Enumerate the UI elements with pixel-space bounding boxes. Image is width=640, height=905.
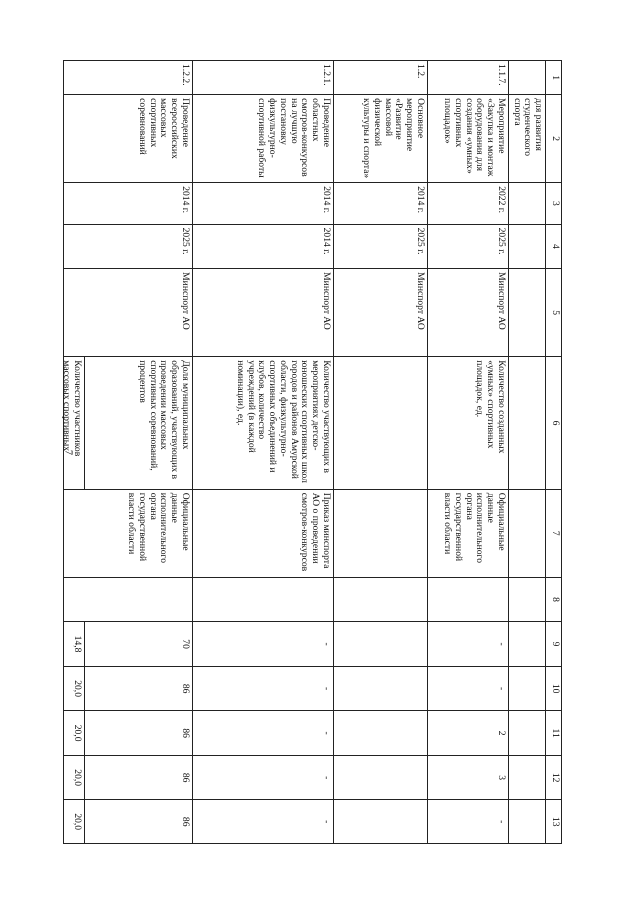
cell-value xyxy=(508,622,545,667)
cell-value xyxy=(63,622,192,667)
table-row xyxy=(427,61,508,844)
cell-start-year xyxy=(508,183,545,224)
cell-source xyxy=(333,489,427,577)
cell-value: 3 xyxy=(427,755,508,800)
cell-value xyxy=(333,711,427,756)
cell-value xyxy=(508,711,545,756)
cell-end-year: 2014 г. xyxy=(192,224,333,269)
cell-value xyxy=(333,577,427,622)
cell-value xyxy=(63,800,192,844)
table-row xyxy=(192,61,333,844)
cell-measure-name: Проведение областных смотров-конкурсов на лучшую постановку физкультурно-спортивной работы xyxy=(192,95,333,183)
cell-value xyxy=(192,577,333,622)
value-secondary: 20,0 xyxy=(64,667,85,711)
cell-value xyxy=(333,622,427,667)
cell-value: - xyxy=(192,666,333,711)
cell-value xyxy=(63,755,192,800)
cell-executor xyxy=(508,269,545,357)
header-cell: 9 xyxy=(546,622,562,667)
table-row xyxy=(333,61,427,844)
header-cell: 7 xyxy=(546,489,562,577)
cell-value: - xyxy=(427,666,508,711)
cell-value: 2 xyxy=(427,711,508,756)
cell-measure-name: Проведение всероссийских массовых спортивных соревнований xyxy=(63,95,192,183)
cell-measure-name: Основное мероприятие «Развитие массовой физической культуры и спорта» xyxy=(333,95,427,183)
header-cell: 6 xyxy=(546,357,562,490)
value-secondary: 20,0 xyxy=(64,756,85,800)
header-cell: 2 xyxy=(546,95,562,183)
header-cell: 3 xyxy=(546,183,562,224)
cell-value xyxy=(63,666,192,711)
table-frame xyxy=(61,60,562,844)
cell-number: 1.2. xyxy=(333,61,427,95)
cell-start-year: 2014 г. xyxy=(63,183,192,224)
value-secondary: 20,0 xyxy=(64,711,85,755)
indicator-secondary: Количество участников массовых спортивных xyxy=(64,357,85,489)
cell-indicator: Количество созданных «умных» спортивных площадок, ед. xyxy=(427,357,508,490)
value-primary: 70 xyxy=(179,639,191,649)
cell-value: - xyxy=(192,800,333,844)
header-row xyxy=(546,61,562,844)
header-cell: 13 xyxy=(546,800,562,844)
cell-number xyxy=(508,61,545,95)
cell-number: 1.2.2. xyxy=(63,61,192,95)
cell-value xyxy=(508,577,545,622)
cell-start-year: 2014 г. xyxy=(192,183,333,224)
cell-source xyxy=(508,489,545,577)
value-secondary: 20,0 xyxy=(64,800,85,843)
cell-source: Официальные данные исполнительного органа государственной власти области xyxy=(427,489,508,577)
cell-value: - xyxy=(427,622,508,667)
cell-executor: Минспорт АО xyxy=(192,269,333,357)
cell-indicator: Количество участвующих в мероприятиях детско-юношеских спортивных школ городов и районов Амурской области, физкультурно-спортивных объединений и клубов, количество учреждений (в каждой номинации), ед. xyxy=(192,357,333,490)
cell-measure-name: Мероприятие «Закупка и монтаж оборудования для создания «умных» спортивных площадок» xyxy=(427,95,508,183)
cell-value xyxy=(63,711,192,756)
value-primary: 86 xyxy=(179,772,191,783)
cell-executor: Минспорт АО xyxy=(427,269,508,357)
cell-value xyxy=(333,666,427,711)
value-primary: 86 xyxy=(179,816,191,827)
cell-source: Официальные данные исполнительного органа государственной власти области xyxy=(63,489,192,577)
cell-value xyxy=(427,577,508,622)
cell-end-year xyxy=(508,224,545,269)
cell-start-year: 2014 г. xyxy=(333,183,427,224)
value-primary: 86 xyxy=(179,728,191,738)
cell-end-year: 2025 г. xyxy=(333,224,427,269)
program-measures-table xyxy=(63,60,562,844)
cell-indicator xyxy=(508,357,545,490)
header-cell: 5 xyxy=(546,269,562,357)
header-cell: 8 xyxy=(546,577,562,622)
cell-value xyxy=(63,577,192,622)
value-secondary: 14,8 xyxy=(64,622,85,666)
cell-value xyxy=(508,666,545,711)
cell-source: Приказ минспорта АО о проведении смотров-конкурсов xyxy=(192,489,333,577)
cell-value: - xyxy=(192,711,333,756)
cell-indicator xyxy=(333,357,427,490)
cell-value: - xyxy=(192,622,333,667)
rotated-table-container xyxy=(61,60,562,844)
cell-number: 1.1.7. xyxy=(427,61,508,95)
cell-value xyxy=(333,800,427,844)
table-row xyxy=(508,61,545,844)
cell-value xyxy=(508,800,545,844)
cell-number: 1.2.1. xyxy=(192,61,333,95)
cell-start-year: 2022 г. xyxy=(427,183,508,224)
cell-value: - xyxy=(192,755,333,800)
table-row xyxy=(63,61,192,844)
cell-executor: Минспорт АО xyxy=(63,269,192,357)
page-number: 7 xyxy=(62,450,74,455)
header-cell: 10 xyxy=(546,666,562,711)
header-cell: 4 xyxy=(546,224,562,269)
cell-value xyxy=(333,755,427,800)
value-primary: 86 xyxy=(179,683,191,694)
cell-value: - xyxy=(427,800,508,844)
cell-indicator xyxy=(63,357,192,490)
cell-end-year: 2025 г. xyxy=(63,224,192,269)
cell-end-year: 2025 г. xyxy=(427,224,508,269)
header-cell: 12 xyxy=(546,755,562,800)
cell-value xyxy=(508,755,545,800)
cell-executor: Минспорт АО xyxy=(333,269,427,357)
cell-measure-name: для развития студенческого спорта xyxy=(508,95,545,183)
header-cell: 11 xyxy=(546,711,562,756)
header-cell: 1 xyxy=(546,61,562,95)
indicator-primary: Доля муниципальных образований, участвующих в проведении массовых спортивных соревнований, процентов xyxy=(136,360,191,480)
